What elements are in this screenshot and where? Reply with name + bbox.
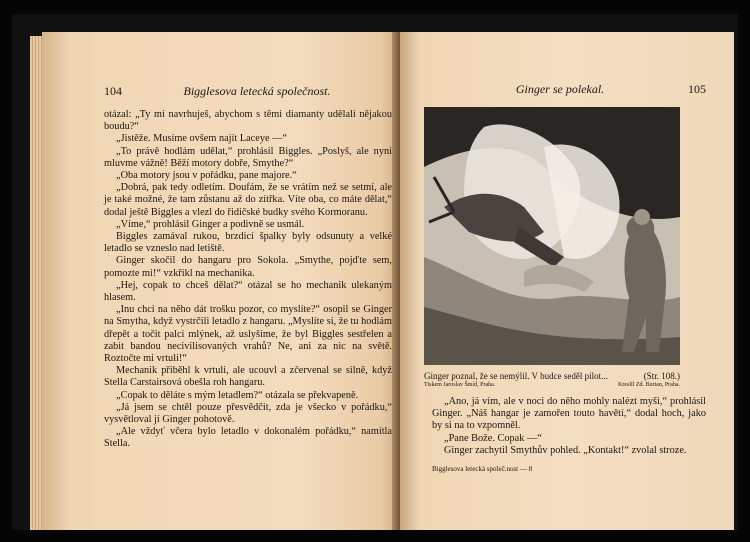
paragraph: Ginger zachytil Smythův pohled. „Kontakt!“ zvolal stroze. (444, 444, 687, 456)
print-credit: Tiskem Jaroslav Šmíd, Praha. (424, 382, 496, 388)
caption-text: Ginger poznal, že se nemýlil. V budce seděl pilot... (424, 371, 608, 381)
airplane-crash-illustration (424, 107, 680, 365)
left-page-number: 104 (104, 84, 122, 98)
illustrator-credit: Kreslil Zd. Burian, Praha. (618, 382, 680, 388)
paragraph: „Pane Bože. Copak —“ (444, 432, 542, 444)
illustration (424, 107, 680, 365)
left-running-title: Bigglesova letecká společnost. (183, 84, 331, 98)
paragraph: „Hej, copak to chceš dělat?“ otázal se ho mechanik ulekaným hlasem. (104, 279, 392, 304)
caption-page-reference: (Str. 108.) (643, 371, 680, 381)
paragraph: otázal: „Ty mi navrhuješ, abychom s těmi diamanty udělali nějakou boudu?“ (104, 109, 392, 133)
right-page-text (432, 396, 706, 457)
paragraph: „Oba motory jsou v pořádku, pane majore.“ (116, 170, 297, 182)
left-page (42, 32, 410, 530)
paragraph: Ginger skočil do hangaru pro Sokola. „Smythe, pojďte sem, pomozte mi!“ vzkřikl na mechanika. (104, 255, 392, 279)
illustration-caption (424, 371, 680, 382)
paragraph: „Dobrá, pak tedy odletím. Doufám, že se vrátím než se setmí, ale je také možné, že tam zůstanu až do zítřka. Víte oba, co máte dělat,“ dodal ještě Biggles a vlezl do řidičské budky svého Kormoranu. (104, 182, 392, 218)
book-spread (12, 14, 738, 530)
paragraph: „Inu chci na něho dát trošku pozor, co myslíte?“ osopil se Ginger na Smytha, když vystrčili letadlo z hangaru. „Myslíte si, že tu hodlám dřepět a točit palci mlýnek, až uslyšíme, že byl Biggles sestřelen a zabit bandou necivilisovaných vrahů? Ne, ani za nic na světě. Roztočte mi vrtuli!“ (104, 304, 392, 365)
paragraph: „To právě hodlám udělat,“ prohlásil Biggles. „Poslyš, ale nyní mluvme vážně! Běží motory dobře, Smythe?“ (104, 145, 392, 169)
paragraph: Biggles zamával rukou, brzdicí špalky byly odsunuty a velké letadlo se vzneslo nad letiště. (104, 231, 392, 255)
paragraph: „Já jsem se chtěl pouze přesvědčit, zda je všecko v pořádku,“ vysvětloval jí Ginger pohotově. (104, 401, 392, 426)
left-page-text (104, 109, 392, 451)
right-page (400, 32, 734, 530)
signature-footer: Bigglesova letecká společ.nost — 8 (432, 465, 533, 474)
paragraph: „Ale vždyť včera bylo letadlo v dokonalém pořádku,“ namítla Stella. (104, 426, 392, 450)
paragraph: Mechanik přiběhl k vrtuli, ale ucouvl a zčervenal se silně, když Stella Carstairsová obešla roh hangaru. (104, 365, 392, 389)
right-running-title: Ginger se polekal. (515, 82, 605, 96)
right-page-number: 105 (688, 82, 706, 96)
paragraph: „Jistěže. Musíme ovšem najít Laceye —“ (116, 133, 287, 145)
illustration-credits (424, 382, 680, 388)
right-page-header (432, 82, 706, 97)
paragraph: „Víme,“ prohlásil Ginger a podivně se usmál. (116, 218, 305, 230)
left-page-header (104, 84, 392, 99)
paragraph: „Ano, já vím, ale v noci do něho mohly nalézt myši,“ prohlásil Ginger. „Náš hangar je zamořen touto havětí,“ dodal hoch, jako by si na to vzpomněl. (432, 396, 706, 432)
paragraph: „Copak to děláte s mým letadlem?“ otázala se překvapeně. (116, 389, 359, 401)
